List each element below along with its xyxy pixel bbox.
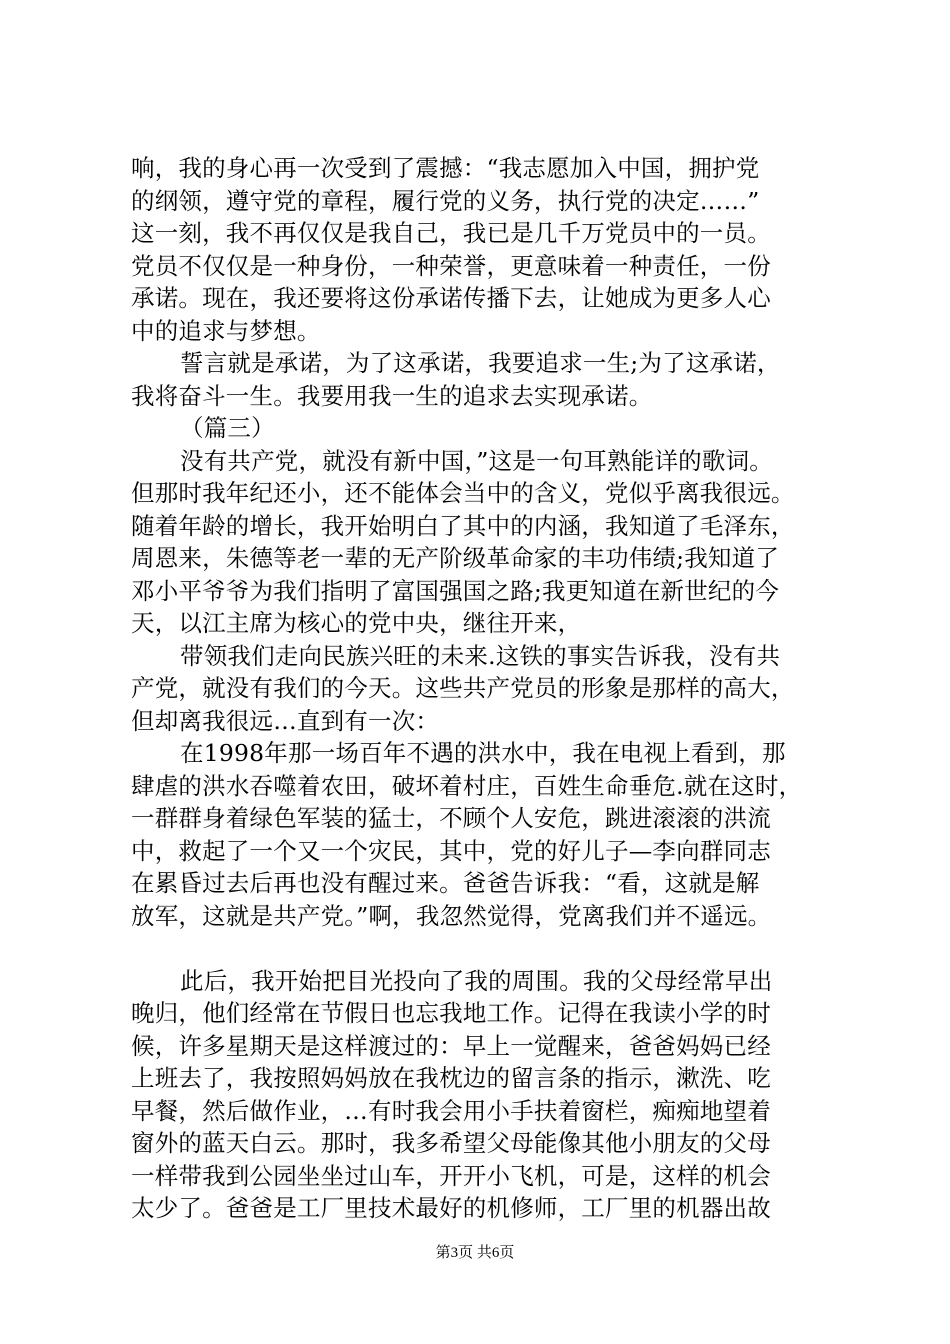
text-line: 早餐，然后做作业，…有时我会用小手扶着窗栏，痴痴地望着 [131, 1096, 771, 1125]
text-line: 一群群身着绿色军装的猛士，不顾个人安危，跳进滚滚的洪流 [131, 804, 771, 832]
text-line: 中的追求与梦想。 [131, 316, 321, 345]
text-line: 一样带我到公园坐坐过山车，开开小飞机，可是，这样的机会 [131, 1161, 771, 1190]
text-line: 放军，这就是共产党。”啊，我忽然觉得，党离我们并不遥远。 [131, 901, 772, 930]
text-line: 候，许多星期天是这样渡过的：早上一觉醒来，爸爸妈妈已经 [131, 1031, 771, 1060]
text-line: 中，救起了一个又一个灾民，其中，党的好儿子—李向群同志 [131, 836, 771, 865]
text-line: 的纲领，遵守党的章程，履行党的义务，执行党的决定……” [131, 186, 760, 215]
text-line: 我将奋斗一生。我要用我一生的追求去实现承诺。 [131, 381, 653, 410]
text-line: 随着年龄的增长，我开始明白了其中的内涵，我知道了毛泽东， [131, 511, 795, 540]
text-line: 在累昏过去后再也没有醒过来。爸爸告诉我：“看，这就是解 [131, 869, 760, 897]
text-line: 这一刻，我不再仅仅是我自己，我已是几千万党员中的一员。 [131, 219, 771, 247]
text-line: 带领我们走向民族兴旺的未来.这铁的事实告诉我，没有共 [180, 641, 781, 670]
text-line: 在1998年那一场百年不遇的洪水中，我在电视上看到，那 [180, 739, 786, 767]
text-line: 太少了。爸爸是工厂里技术最好的机修师，工厂里的机器出故 [131, 1194, 771, 1222]
text-line: 党员不仅仅是一种身份，一种荣誉，更意味着一种责任，一份 [131, 251, 771, 280]
text-line: 邓小平爷爷为我们指明了富国强国之路;我更知道在新世纪的今 [131, 576, 780, 605]
page-number: 第3页 共6页 [435, 1245, 515, 1261]
text-line: 晚归，他们经常在节假日也忘我地工作。记得在我读小学的时 [131, 999, 771, 1027]
text-line: 天，以江主席为核心的党中央，继往开来， [131, 609, 582, 637]
text-line: 承诺。现在，我还要将这份承诺传播下去，让她成为更多人心 [131, 284, 771, 312]
text-line: 没有共产党，就没有新中国，”这是一句耳熟能详的歌词。 [180, 446, 773, 475]
paragraph-gap [131, 932, 851, 965]
text-line: 但那时我年纪还小，还不能体会当中的含义，党似乎离我很远。 [131, 479, 795, 507]
text-line: 上班去了，我按照妈妈放在我枕边的留言条的指示，漱洗、吃 [131, 1064, 771, 1092]
text-line: 周恩来，朱德等老一辈的无产阶级革命家的丰功伟绩;我知道了 [131, 544, 780, 572]
document-body [131, 152, 851, 1225]
text-line: 响，我的身心再一次受到了震撼：“我志愿加入中国，拥护党 [131, 154, 760, 182]
text-line: 但却离我很远…直到有一次： [131, 706, 440, 735]
text-line: 此后，我开始把目光投向了我的周围。我的父母经常早出 [180, 966, 773, 995]
section-heading: （篇三） [180, 414, 275, 442]
text-line: 产党，就没有我们的今天。这些共产党员的形象是那样的高大， [131, 674, 795, 702]
text-line: 肆虐的洪水吞噬着农田，破坏着村庄，百姓生命垂危.就在这时， [131, 771, 803, 800]
text-line: 窗外的蓝天白云。那时，我多希望父母能像其他小朋友的父母 [131, 1129, 771, 1157]
text-line: 誓言就是承诺，为了这承诺，我要追求一生;为了这承诺， [180, 349, 781, 377]
